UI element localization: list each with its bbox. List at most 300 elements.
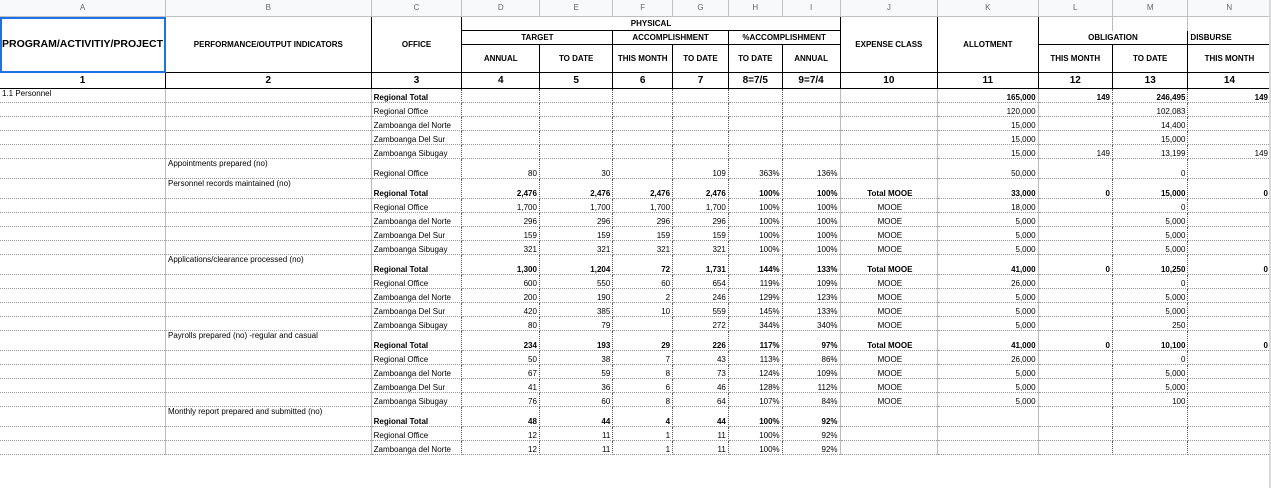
cell-accomplishment-this-month[interactable]: 159 bbox=[613, 227, 673, 241]
cell-accomplishment-this-month[interactable]: 296 bbox=[613, 213, 673, 227]
cell-office[interactable]: Zamboanga Del Sur bbox=[371, 379, 462, 393]
cell-pct-to-date[interactable]: 100% bbox=[728, 179, 782, 199]
cell-expense-class[interactable]: MOOE bbox=[840, 213, 938, 227]
column-header-d[interactable]: D bbox=[462, 0, 539, 17]
cell-expense-class[interactable]: MOOE bbox=[840, 365, 938, 379]
cell-expense-class[interactable] bbox=[840, 407, 938, 427]
cell-allotment[interactable]: 33,000 bbox=[938, 179, 1038, 199]
cell-indicator[interactable] bbox=[166, 213, 372, 227]
cell-disburse-this-month[interactable]: 0 bbox=[1188, 179, 1271, 199]
cell-allotment[interactable]: 15,000 bbox=[938, 131, 1038, 145]
cell-expense-class[interactable] bbox=[840, 441, 938, 455]
cell-accomplishment-this-month[interactable] bbox=[613, 145, 673, 159]
cell-disburse-this-month[interactable] bbox=[1188, 117, 1271, 131]
cell-disburse-this-month[interactable] bbox=[1188, 317, 1271, 331]
cell-obligation-this-month[interactable] bbox=[1038, 227, 1112, 241]
column-number-1[interactable]: 1 bbox=[0, 73, 166, 89]
header-office[interactable]: OFFICE bbox=[371, 17, 462, 73]
cell-pct-to-date[interactable]: 124% bbox=[728, 365, 782, 379]
cell-target-to-date[interactable]: 296 bbox=[539, 213, 612, 227]
cell-allotment[interactable]: 5,000 bbox=[938, 393, 1038, 407]
header-pct-to-date[interactable]: TO DATE bbox=[728, 45, 782, 73]
cell-indicator[interactable] bbox=[166, 289, 372, 303]
cell-office[interactable]: Regional Office bbox=[371, 275, 462, 289]
cell-program[interactable] bbox=[0, 255, 166, 275]
cell-accomplishment-to-date[interactable]: 11 bbox=[673, 441, 729, 455]
column-header-l[interactable]: L bbox=[1038, 0, 1112, 17]
cell-allotment[interactable]: 5,000 bbox=[938, 241, 1038, 255]
cell-accomplishment-this-month[interactable] bbox=[613, 131, 673, 145]
column-number-9[interactable]: 9=7/4 bbox=[782, 73, 840, 89]
cell-target-to-date[interactable]: 59 bbox=[539, 365, 612, 379]
cell-program[interactable] bbox=[0, 441, 166, 455]
cell-pct-annual[interactable]: 92% bbox=[782, 427, 840, 441]
column-header-a[interactable]: A bbox=[0, 0, 166, 17]
header-target[interactable]: TARGET bbox=[462, 31, 613, 45]
cell-allotment[interactable]: 26,000 bbox=[938, 351, 1038, 365]
cell-obligation-to-date[interactable] bbox=[1112, 441, 1187, 455]
cell-pct-to-date[interactable]: 144% bbox=[728, 255, 782, 275]
column-header-n[interactable]: N bbox=[1188, 0, 1271, 17]
column-number-2[interactable]: 2 bbox=[166, 73, 372, 89]
cell-obligation-to-date[interactable]: 5,000 bbox=[1112, 241, 1187, 255]
cell-obligation-to-date[interactable]: 15,000 bbox=[1112, 131, 1187, 145]
cell-obligation-this-month[interactable]: 149 bbox=[1038, 89, 1112, 103]
column-header-i[interactable]: I bbox=[782, 0, 840, 17]
cell-accomplishment-this-month[interactable] bbox=[613, 317, 673, 331]
cell-expense-class[interactable]: MOOE bbox=[840, 303, 938, 317]
cell-target-annual[interactable]: 600 bbox=[462, 275, 539, 289]
cell-accomplishment-to-date[interactable] bbox=[673, 145, 729, 159]
cell-pct-annual[interactable]: 100% bbox=[782, 213, 840, 227]
cell-disburse-this-month[interactable] bbox=[1188, 131, 1271, 145]
cell-target-to-date[interactable]: 1,204 bbox=[539, 255, 612, 275]
cell-office[interactable]: Zamboanga Sibugay bbox=[371, 145, 462, 159]
cell-obligation-this-month[interactable] bbox=[1038, 407, 1112, 427]
cell-office[interactable]: Regional Total bbox=[371, 89, 462, 103]
cell-accomplishment-this-month[interactable]: 6 bbox=[613, 379, 673, 393]
cell-expense-class[interactable]: Total MOOE bbox=[840, 255, 938, 275]
cell-accomplishment-this-month[interactable]: 10 bbox=[613, 303, 673, 317]
cell-obligation-to-date[interactable] bbox=[1112, 427, 1187, 441]
cell-accomplishment-to-date[interactable]: 296 bbox=[673, 213, 729, 227]
cell-office[interactable]: Regional Office bbox=[371, 199, 462, 213]
cell-expense-class[interactable]: MOOE bbox=[840, 289, 938, 303]
cell-indicator[interactable] bbox=[166, 103, 372, 117]
cell-target-to-date[interactable]: 60 bbox=[539, 393, 612, 407]
cell-program[interactable] bbox=[0, 103, 166, 117]
cell-target-annual[interactable] bbox=[462, 145, 539, 159]
cell-target-to-date[interactable]: 385 bbox=[539, 303, 612, 317]
cell-program[interactable] bbox=[0, 351, 166, 365]
cell-indicator[interactable] bbox=[166, 303, 372, 317]
cell-accomplishment-to-date[interactable]: 226 bbox=[673, 331, 729, 351]
cell-office[interactable]: Regional Total bbox=[371, 255, 462, 275]
cell-allotment[interactable]: 41,000 bbox=[938, 255, 1038, 275]
cell-accomplishment-this-month[interactable]: 321 bbox=[613, 241, 673, 255]
cell-pct-annual[interactable]: 86% bbox=[782, 351, 840, 365]
cell-allotment[interactable]: 5,000 bbox=[938, 379, 1038, 393]
column-number-5[interactable]: 5 bbox=[539, 73, 612, 89]
cell-obligation-this-month[interactable] bbox=[1038, 365, 1112, 379]
cell-disburse-this-month[interactable] bbox=[1188, 407, 1271, 427]
column-number-4[interactable]: 4 bbox=[462, 73, 539, 89]
cell-pct-to-date[interactable]: 113% bbox=[728, 351, 782, 365]
cell-indicator[interactable] bbox=[166, 351, 372, 365]
cell-office[interactable]: Zamboanga Sibugay bbox=[371, 317, 462, 331]
cell-pct-to-date[interactable] bbox=[728, 103, 782, 117]
cell-obligation-this-month[interactable] bbox=[1038, 131, 1112, 145]
cell-office[interactable]: Zamboanga Del Sur bbox=[371, 131, 462, 145]
cell-accomplishment-this-month[interactable]: 2 bbox=[613, 289, 673, 303]
cell-accomplishment-to-date[interactable] bbox=[673, 117, 729, 131]
cell-target-annual[interactable]: 12 bbox=[462, 427, 539, 441]
cell-accomplishment-to-date[interactable]: 44 bbox=[673, 407, 729, 427]
cell-office[interactable]: Zamboanga del Norte bbox=[371, 441, 462, 455]
column-number-11[interactable]: 11 bbox=[938, 73, 1038, 89]
header-pct-accomplishment[interactable]: %ACCOMPLISHMENT bbox=[728, 31, 840, 45]
cell-indicator[interactable]: Appointments prepared (no) bbox=[166, 159, 372, 179]
cell-target-to-date[interactable]: 30 bbox=[539, 159, 612, 179]
cell-target-to-date[interactable]: 2,476 bbox=[539, 179, 612, 199]
cell-pct-to-date[interactable]: 100% bbox=[728, 227, 782, 241]
cell-target-annual[interactable]: 321 bbox=[462, 241, 539, 255]
cell-accomplishment-this-month[interactable]: 2,476 bbox=[613, 179, 673, 199]
cell-indicator[interactable] bbox=[166, 441, 372, 455]
cell-indicator[interactable] bbox=[166, 131, 372, 145]
cell-disburse-this-month[interactable] bbox=[1188, 241, 1271, 255]
cell-program[interactable] bbox=[0, 131, 166, 145]
cell-obligation-to-date[interactable]: 5,000 bbox=[1112, 227, 1187, 241]
cell-disburse-this-month[interactable] bbox=[1188, 303, 1271, 317]
cell-allotment[interactable]: 5,000 bbox=[938, 289, 1038, 303]
cell-pct-annual[interactable]: 100% bbox=[782, 179, 840, 199]
cell-expense-class[interactable] bbox=[840, 159, 938, 179]
cell-obligation-to-date[interactable]: 5,000 bbox=[1112, 379, 1187, 393]
cell-disburse-this-month[interactable] bbox=[1188, 213, 1271, 227]
cell-target-annual[interactable]: 234 bbox=[462, 331, 539, 351]
cell-obligation-to-date[interactable] bbox=[1112, 407, 1187, 427]
cell-office[interactable]: Regional Office bbox=[371, 351, 462, 365]
cell-disburse-this-month[interactable] bbox=[1188, 275, 1271, 289]
cell-pct-to-date[interactable]: 119% bbox=[728, 275, 782, 289]
cell-indicator[interactable] bbox=[166, 317, 372, 331]
cell-pct-annual[interactable]: 92% bbox=[782, 441, 840, 455]
cell-target-to-date[interactable]: 190 bbox=[539, 289, 612, 303]
cell-pct-to-date[interactable]: 100% bbox=[728, 407, 782, 427]
column-number-7[interactable]: 7 bbox=[673, 73, 729, 89]
cell-accomplishment-this-month[interactable] bbox=[613, 103, 673, 117]
cell-program[interactable] bbox=[0, 145, 166, 159]
cell-target-to-date[interactable]: 38 bbox=[539, 351, 612, 365]
column-header-m[interactable]: M bbox=[1112, 0, 1187, 17]
cell-target-to-date[interactable] bbox=[539, 89, 612, 103]
cell-expense-class[interactable] bbox=[840, 131, 938, 145]
cell-accomplishment-to-date[interactable]: 272 bbox=[673, 317, 729, 331]
cell-pct-to-date[interactable]: 128% bbox=[728, 379, 782, 393]
cell-pct-annual[interactable]: 112% bbox=[782, 379, 840, 393]
cell-obligation-to-date[interactable]: 14,400 bbox=[1112, 117, 1187, 131]
column-number-3[interactable]: 3 bbox=[371, 73, 462, 89]
header-target-annual[interactable]: ANNUAL bbox=[462, 45, 539, 73]
cell-pct-to-date[interactable]: 100% bbox=[728, 441, 782, 455]
cell-allotment[interactable]: 5,000 bbox=[938, 227, 1038, 241]
cell-expense-class[interactable]: Total MOOE bbox=[840, 179, 938, 199]
cell-obligation-this-month[interactable] bbox=[1038, 441, 1112, 455]
cell-accomplishment-this-month[interactable]: 72 bbox=[613, 255, 673, 275]
cell-program[interactable] bbox=[0, 407, 166, 427]
cell-obligation-this-month[interactable]: 0 bbox=[1038, 255, 1112, 275]
cell-accomplishment-this-month[interactable] bbox=[613, 117, 673, 131]
column-number-10[interactable]: 10 bbox=[840, 73, 938, 89]
cell-disburse-this-month[interactable] bbox=[1188, 441, 1271, 455]
cell-accomplishment-to-date[interactable]: 321 bbox=[673, 241, 729, 255]
cell-target-annual[interactable]: 2,476 bbox=[462, 179, 539, 199]
cell-indicator[interactable] bbox=[166, 365, 372, 379]
cell-expense-class[interactable]: MOOE bbox=[840, 317, 938, 331]
cell-obligation-this-month[interactable] bbox=[1038, 241, 1112, 255]
cell-target-to-date[interactable]: 11 bbox=[539, 427, 612, 441]
cell-pct-to-date[interactable]: 363% bbox=[728, 159, 782, 179]
cell-disburse-this-month[interactable] bbox=[1188, 393, 1271, 407]
cell-allotment[interactable] bbox=[938, 441, 1038, 455]
cell-disburse-this-month[interactable]: 149 bbox=[1188, 145, 1271, 159]
cell-program[interactable] bbox=[0, 275, 166, 289]
cell-target-annual[interactable] bbox=[462, 117, 539, 131]
cell-pct-annual[interactable] bbox=[782, 131, 840, 145]
cell-office[interactable]: Zamboanga Sibugay bbox=[371, 241, 462, 255]
cell-accomplishment-to-date[interactable]: 109 bbox=[673, 159, 729, 179]
cell-target-annual[interactable]: 67 bbox=[462, 365, 539, 379]
cell-target-annual[interactable]: 50 bbox=[462, 351, 539, 365]
cell-disburse-this-month[interactable] bbox=[1188, 427, 1271, 441]
cell-office[interactable]: Regional Office bbox=[371, 159, 462, 179]
cell-accomplishment-to-date[interactable] bbox=[673, 131, 729, 145]
cell-pct-to-date[interactable]: 100% bbox=[728, 199, 782, 213]
cell-indicator[interactable] bbox=[166, 89, 372, 103]
header-obligation-to-date[interactable]: TO DATE bbox=[1112, 45, 1187, 73]
cell-target-to-date[interactable]: 321 bbox=[539, 241, 612, 255]
cell-office[interactable]: Zamboanga Del Sur bbox=[371, 227, 462, 241]
cell-allotment[interactable] bbox=[938, 407, 1038, 427]
cell-disburse-this-month[interactable] bbox=[1188, 159, 1271, 179]
cell-obligation-this-month[interactable] bbox=[1038, 379, 1112, 393]
cell-pct-annual[interactable]: 340% bbox=[782, 317, 840, 331]
column-header-b[interactable]: B bbox=[166, 0, 372, 17]
cell-indicator[interactable]: Personnel records maintained (no) bbox=[166, 179, 372, 199]
cell-pct-annual[interactable] bbox=[782, 89, 840, 103]
column-header-f[interactable]: F bbox=[613, 0, 673, 17]
cell-program[interactable] bbox=[0, 199, 166, 213]
cell-office[interactable]: Zamboanga del Norte bbox=[371, 289, 462, 303]
cell-allotment[interactable]: 5,000 bbox=[938, 365, 1038, 379]
header-obligation-this-month[interactable]: THIS MONTH bbox=[1038, 45, 1112, 73]
cell-target-annual[interactable]: 159 bbox=[462, 227, 539, 241]
cell-target-annual[interactable]: 12 bbox=[462, 441, 539, 455]
cell-obligation-this-month[interactable] bbox=[1038, 303, 1112, 317]
cell-program[interactable] bbox=[0, 379, 166, 393]
cell-obligation-this-month[interactable] bbox=[1038, 351, 1112, 365]
cell-disburse-this-month[interactable] bbox=[1188, 103, 1271, 117]
cell-expense-class[interactable]: MOOE bbox=[840, 379, 938, 393]
cell-target-to-date[interactable]: 1,700 bbox=[539, 199, 612, 213]
cell-obligation-to-date[interactable]: 0 bbox=[1112, 275, 1187, 289]
cell-expense-class[interactable]: MOOE bbox=[840, 275, 938, 289]
cell-disburse-this-month[interactable] bbox=[1188, 289, 1271, 303]
cell-disburse-this-month[interactable]: 0 bbox=[1188, 255, 1271, 275]
cell-expense-class[interactable] bbox=[840, 89, 938, 103]
cell-target-annual[interactable]: 296 bbox=[462, 213, 539, 227]
header-expense-class[interactable]: EXPENSE CLASS bbox=[840, 17, 938, 73]
cell-allotment[interactable]: 15,000 bbox=[938, 145, 1038, 159]
cell-target-to-date[interactable]: 550 bbox=[539, 275, 612, 289]
header-target-to-date[interactable]: TO DATE bbox=[539, 45, 612, 73]
cell-accomplishment-this-month[interactable]: 4 bbox=[613, 407, 673, 427]
cell-accomplishment-this-month[interactable]: 1,700 bbox=[613, 199, 673, 213]
cell-target-to-date[interactable] bbox=[539, 103, 612, 117]
cell-expense-class[interactable]: MOOE bbox=[840, 351, 938, 365]
cell-obligation-to-date[interactable]: 0 bbox=[1112, 159, 1187, 179]
cell-pct-annual[interactable]: 109% bbox=[782, 275, 840, 289]
cell-allotment[interactable]: 5,000 bbox=[938, 213, 1038, 227]
cell-expense-class[interactable]: Total MOOE bbox=[840, 331, 938, 351]
cell-obligation-this-month[interactable]: 0 bbox=[1038, 179, 1112, 199]
cell-target-to-date[interactable] bbox=[539, 145, 612, 159]
cell-obligation-to-date[interactable]: 5,000 bbox=[1112, 303, 1187, 317]
header-allotment[interactable]: ALLOTMENT bbox=[938, 17, 1038, 73]
cell-pct-to-date[interactable] bbox=[728, 117, 782, 131]
cell-program[interactable]: 1.1 Personnel bbox=[0, 89, 166, 103]
cell-obligation-to-date[interactable]: 246,495 bbox=[1112, 89, 1187, 103]
cell-target-annual[interactable]: 48 bbox=[462, 407, 539, 427]
cell-indicator[interactable] bbox=[166, 241, 372, 255]
cell-allotment[interactable]: 120,000 bbox=[938, 103, 1038, 117]
cell-pct-to-date[interactable]: 145% bbox=[728, 303, 782, 317]
cell-accomplishment-this-month[interactable]: 29 bbox=[613, 331, 673, 351]
header-disburse-this-month[interactable]: THIS MONTH bbox=[1188, 45, 1271, 73]
cell-accomplishment-this-month[interactable] bbox=[613, 159, 673, 179]
cell-obligation-to-date[interactable]: 100 bbox=[1112, 393, 1187, 407]
cell-obligation-this-month[interactable] bbox=[1038, 289, 1112, 303]
cell-program[interactable] bbox=[0, 241, 166, 255]
cell-indicator[interactable]: Monthly report prepared and submitted (no) bbox=[166, 407, 372, 427]
cell-accomplishment-to-date[interactable]: 73 bbox=[673, 365, 729, 379]
header-performance[interactable]: PERFORMANCE/OUTPUT INDICATORS bbox=[166, 17, 372, 73]
cell-allotment[interactable]: 18,000 bbox=[938, 199, 1038, 213]
cell-obligation-to-date[interactable]: 10,250 bbox=[1112, 255, 1187, 275]
column-number-12[interactable]: 12 bbox=[1038, 73, 1112, 89]
cell-indicator[interactable] bbox=[166, 427, 372, 441]
cell-program[interactable] bbox=[0, 117, 166, 131]
cell-obligation-to-date[interactable]: 102,083 bbox=[1112, 103, 1187, 117]
cell-indicator[interactable] bbox=[166, 145, 372, 159]
cell-target-annual[interactable]: 1,700 bbox=[462, 199, 539, 213]
cell-pct-to-date[interactable] bbox=[728, 145, 782, 159]
cell-program[interactable] bbox=[0, 159, 166, 179]
cell-target-annual[interactable]: 80 bbox=[462, 317, 539, 331]
cell-accomplishment-this-month[interactable]: 8 bbox=[613, 365, 673, 379]
cell-pct-to-date[interactable]: 100% bbox=[728, 427, 782, 441]
cell-target-annual[interactable]: 80 bbox=[462, 159, 539, 179]
cell-accomplishment-to-date[interactable] bbox=[673, 89, 729, 103]
cell-program[interactable] bbox=[0, 331, 166, 351]
cell-expense-class[interactable] bbox=[840, 117, 938, 131]
cell-program[interactable] bbox=[0, 289, 166, 303]
cell-obligation-to-date[interactable]: 0 bbox=[1112, 351, 1187, 365]
cell-obligation-to-date[interactable]: 13,199 bbox=[1112, 145, 1187, 159]
cell-accomplishment-to-date[interactable]: 11 bbox=[673, 427, 729, 441]
cell-program[interactable] bbox=[0, 179, 166, 199]
column-header-g[interactable]: G bbox=[673, 0, 729, 17]
cell-allotment[interactable]: 41,000 bbox=[938, 331, 1038, 351]
column-number-14[interactable]: 14 bbox=[1188, 73, 1271, 89]
cell-obligation-this-month[interactable] bbox=[1038, 159, 1112, 179]
cell-expense-class[interactable] bbox=[840, 145, 938, 159]
cell-accomplishment-to-date[interactable]: 46 bbox=[673, 379, 729, 393]
cell-obligation-to-date[interactable]: 5,000 bbox=[1112, 365, 1187, 379]
column-header-k[interactable]: K bbox=[938, 0, 1038, 17]
cell-target-to-date[interactable]: 44 bbox=[539, 407, 612, 427]
cell-office[interactable]: Regional Total bbox=[371, 407, 462, 427]
column-number-6[interactable]: 6 bbox=[613, 73, 673, 89]
cell-office[interactable]: Regional Office bbox=[371, 103, 462, 117]
cell-pct-annual[interactable]: 97% bbox=[782, 331, 840, 351]
header-accomplishment-this-month[interactable]: THIS MONTH bbox=[613, 45, 673, 73]
cell-target-annual[interactable]: 76 bbox=[462, 393, 539, 407]
cell-target-annual[interactable] bbox=[462, 103, 539, 117]
cell-disburse-this-month[interactable] bbox=[1188, 199, 1271, 213]
cell-expense-class[interactable]: MOOE bbox=[840, 227, 938, 241]
cell-accomplishment-to-date[interactable]: 246 bbox=[673, 289, 729, 303]
cell-pct-to-date[interactable]: 100% bbox=[728, 241, 782, 255]
cell-allotment[interactable]: 26,000 bbox=[938, 275, 1038, 289]
cell-obligation-this-month[interactable] bbox=[1038, 275, 1112, 289]
cell-pct-annual[interactable]: 92% bbox=[782, 407, 840, 427]
column-header-j[interactable]: J bbox=[840, 0, 938, 17]
cell-obligation-this-month[interactable] bbox=[1038, 427, 1112, 441]
cell-allotment[interactable] bbox=[938, 427, 1038, 441]
column-number-8[interactable]: 8=7/5 bbox=[728, 73, 782, 89]
cell-office[interactable]: Regional Total bbox=[371, 331, 462, 351]
cell-target-annual[interactable] bbox=[462, 131, 539, 145]
cell-program[interactable] bbox=[0, 317, 166, 331]
column-header-c[interactable]: C bbox=[371, 0, 462, 17]
cell-office[interactable]: Regional Total bbox=[371, 179, 462, 199]
header-obligation[interactable]: OBLIGATION bbox=[1038, 31, 1188, 45]
cell-obligation-to-date[interactable]: 5,000 bbox=[1112, 213, 1187, 227]
cell-indicator[interactable] bbox=[166, 379, 372, 393]
cell-indicator[interactable] bbox=[166, 117, 372, 131]
cell-pct-annual[interactable] bbox=[782, 103, 840, 117]
cell-program[interactable] bbox=[0, 365, 166, 379]
cell-indicator[interactable] bbox=[166, 275, 372, 289]
header-disburse[interactable]: DISBURSE bbox=[1188, 31, 1271, 45]
cell-program[interactable] bbox=[0, 427, 166, 441]
cell-obligation-to-date[interactable]: 0 bbox=[1112, 199, 1187, 213]
column-number-13[interactable]: 13 bbox=[1112, 73, 1187, 89]
cell-pct-to-date[interactable] bbox=[728, 131, 782, 145]
cell-obligation-this-month[interactable] bbox=[1038, 213, 1112, 227]
cell-target-to-date[interactable] bbox=[539, 131, 612, 145]
cell-target-to-date[interactable]: 193 bbox=[539, 331, 612, 351]
cell-obligation-this-month[interactable]: 0 bbox=[1038, 331, 1112, 351]
cell-indicator[interactable] bbox=[166, 227, 372, 241]
cell-accomplishment-to-date[interactable]: 64 bbox=[673, 393, 729, 407]
cell-office[interactable]: Regional Office bbox=[371, 427, 462, 441]
cell-obligation-to-date[interactable]: 10,100 bbox=[1112, 331, 1187, 351]
cell-pct-annual[interactable]: 136% bbox=[782, 159, 840, 179]
cell-obligation-this-month[interactable] bbox=[1038, 393, 1112, 407]
